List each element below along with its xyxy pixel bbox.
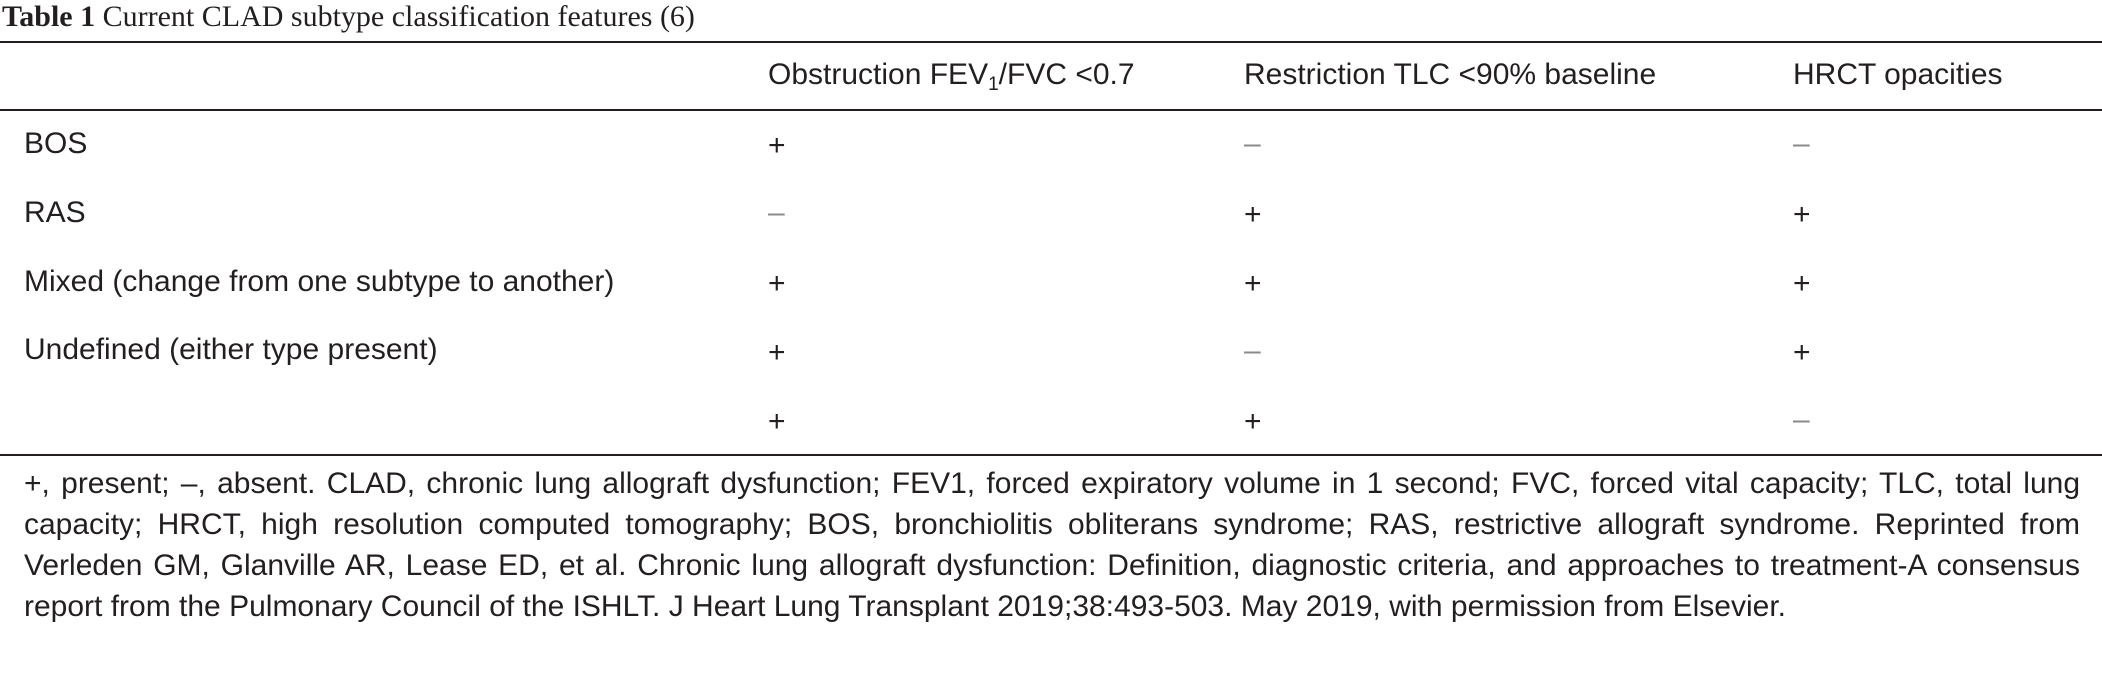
header-obstruction-suffix: /FVC <0.7 xyxy=(998,58,1135,91)
restriction-value: + xyxy=(1244,405,1262,438)
header-obstruction xyxy=(768,57,1135,93)
obstruction-value: + xyxy=(768,267,786,300)
hrct-value: + xyxy=(1793,198,1811,231)
restriction-value: + xyxy=(1244,198,1262,231)
row-label: BOS xyxy=(24,127,88,160)
obstruction-value: + xyxy=(768,405,786,438)
restriction-value: – xyxy=(1244,334,1261,367)
obstruction-value: + xyxy=(768,129,786,162)
row-label: RAS xyxy=(24,196,86,229)
restriction-value: + xyxy=(1244,267,1262,300)
row-label: Undefined (either type present) xyxy=(24,333,438,366)
table-label: Table 1 xyxy=(2,0,96,33)
header-rule xyxy=(0,109,2102,111)
hrct-value: – xyxy=(1793,127,1810,160)
hrct-value: + xyxy=(1793,336,1811,369)
obstruction-value: + xyxy=(768,336,786,369)
header-obstruction-subscript: 1 xyxy=(988,74,999,95)
hrct-value: + xyxy=(1793,267,1811,300)
table-caption xyxy=(2,0,695,36)
header-obstruction-prefix: Obstruction FEV xyxy=(768,58,989,91)
table-title: Current CLAD subtype classification features (6) xyxy=(102,0,695,33)
obstruction-value: – xyxy=(768,196,785,229)
table-footnote: +, present; –, absent. CLAD, chronic lung allograft dysfunction; FEV1, forced expiratory volume in 1 second; FVC, forced vital capacity; TLC, total lung capacity; HRCT, high resolution computed tomography; BOS, bronchiolitis obliterans syndrome; RAS, restrictive allograft syndrome. Reprinted from Verleden GM, Glanville AR, Lease ED, et al. Chronic lung allograft dysfunction: Definition, diagnostic criteria, and approaches to treatment-A consensus report from the Pulmonary Council of the ISHLT. J Heart Lung Transplant 2019;38:493-503. May 2019, with permission from Elsevier. xyxy=(24,467,2080,623)
bottom-rule xyxy=(0,454,2102,456)
header-restriction: Restriction TLC <90% baseline xyxy=(1244,58,1657,91)
row-label: Mixed (change from one subtype to another) xyxy=(24,265,615,298)
header-hrct: HRCT opacities xyxy=(1793,58,2003,91)
hrct-value: – xyxy=(1793,403,1810,436)
top-rule xyxy=(0,41,2102,43)
restriction-value: – xyxy=(1244,127,1261,160)
